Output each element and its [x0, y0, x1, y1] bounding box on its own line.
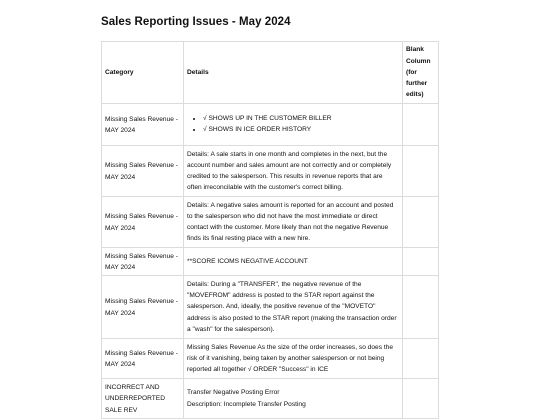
page-title: Sales Reporting Issues - May 2024	[101, 16, 291, 28]
details-cell: Details: A sale starts in one month and completes in the next, but the account number and sales amount are not correctly and or completely credited to the salesperson. This results in revenue reports that are often irreconcilable with the customer's correct billing.	[184, 146, 403, 197]
category-cell: Missing Sales Revenue - MAY 2024	[102, 248, 184, 276]
blank-cell	[403, 276, 439, 339]
table-row	[102, 379, 439, 419]
list-item: • √ SHOWS UP IN THE CUSTOMER BILLER	[203, 114, 399, 125]
table-row	[102, 146, 439, 197]
category-cell: Missing Sales Revenue - MAY 2024	[102, 146, 184, 197]
details-cell: Details: During a "TRANSFER", the negative revenue of the "MOVEFROM" address is posted to the STAR report against the salesperson. And, ideally, the positive revenue of the "MOVETO" address is also posted to the STAR report (making the transaction order a "wash" for the salesperson).	[184, 276, 403, 339]
column-header-blank: Blank Column (for further edits)	[403, 42, 439, 104]
details-cell: Missing Sales Revenue As the size of the order increases, so does the risk of it vanishing, being taken by another salesperson or not being reported all together √ ORDER "Success" in ICE	[184, 339, 403, 379]
category-cell: Missing Sales Revenue - MAY 2024	[102, 197, 184, 248]
category-cell: Missing Sales Revenue - MAY 2024	[102, 339, 184, 379]
column-header-category: Category	[102, 42, 184, 104]
category-cell: INCORRECT AND UNDERREPORTED SALE REV	[102, 379, 184, 419]
issues-table	[101, 41, 439, 419]
table-row	[102, 104, 439, 146]
table-row	[102, 197, 439, 248]
blank-cell	[403, 248, 439, 276]
details-line: Transfer Negative Posting Error	[187, 389, 280, 397]
column-header-details: Details	[184, 42, 403, 104]
blank-cell	[403, 104, 439, 146]
blank-cell	[403, 146, 439, 197]
details-cell	[184, 379, 403, 419]
table-row	[102, 276, 439, 339]
table-header-row	[102, 42, 439, 104]
details-list	[187, 114, 399, 135]
details-cell: Details: A negative sales amount is reported for an account and posted to the salesperson who did not have the most immediate or direct contact with the customer. More likely than not the negative Revenue finds its final resting place with a new hire.	[184, 197, 403, 248]
blank-cell	[403, 339, 439, 379]
list-item: • √ SHOWS IN ICE ORDER HISTORY	[203, 125, 399, 136]
category-cell: Missing Sales Revenue - MAY 2024	[102, 104, 184, 146]
table-row	[102, 339, 439, 379]
details-line: Description: Incomplete Transfer Posting	[187, 400, 306, 408]
details-cell: **SCORE ICOMS NEGATIVE ACCOUNT	[184, 248, 403, 276]
blank-cell	[403, 379, 439, 419]
blank-cell	[403, 197, 439, 248]
details-cell	[184, 104, 403, 146]
table-row	[102, 248, 439, 276]
category-cell: Missing Sales Revenue - MAY 2024	[102, 276, 184, 339]
